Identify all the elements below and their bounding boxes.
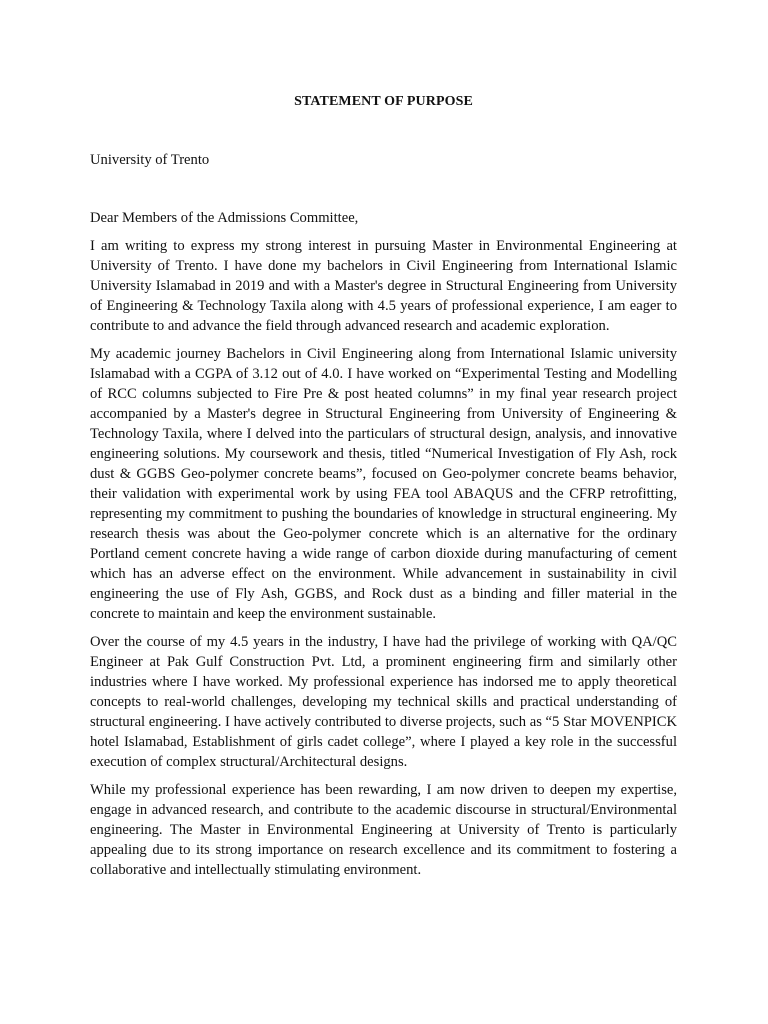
recipient-line: University of Trento [90, 152, 210, 168]
document-page [90, 92, 677, 880]
document-title: STATEMENT OF PURPOSE [294, 94, 473, 109]
paragraph-intro: I am writing to express my strong interest in pursuing Master in Environmental Engineering at University of Trento. I have done my bachelors in Civil Engineering from International Islamic University Islamabad in 2019 and with a Master's degree in Structural Engineering from University of Engineering & Technology Taxila along with 4.5 years of professional experience, I am eager to contribute to and advance the field through advanced research and academic exploration. [90, 238, 677, 334]
paragraph-academic-journey: My academic journey Bachelors in Civil Engineering along from International Islamic university Islamabad with a CGPA of 3.12 out of 4.0. I have worked on “Experimental Testing and Modelling of RCC columns subjected to Fire Pre & post heated columns” in my final year research project accompanied by a Master's degree in Structural Engineering from University of Engineering & Technology Taxila, where I delved into the particulars of structural design, analysis, and innovative engineering solutions. My coursework and thesis, titled “Numerical Investigation of Fly Ash, rock dust & GGBS Geo-polymer concrete beams”, focused on Geo-polymer concrete beams behavior, their validation with experimental work by using FEA tool ABAQUS and the CFRP retrofitting, representing my commitment to pushing the boundaries of knowledge in structural engineering. My research thesis was about the Geo-polymer concrete which is an alternative for the ordinary Portland cement concrete having a wide range of carbon dioxide during manufacturing of cement which has an adverse effect on the environment. While advancement in sustainability in civil engineering the use of Fly Ash, GGBS, and Rock dust as a binding and filler material in the concrete to maintain and keep the environment sustainable. [90, 346, 677, 622]
salutation-line: Dear Members of the Admissions Committee, [90, 210, 359, 226]
paragraph-professional-experience: Over the course of my 4.5 years in the industry, I have had the privilege of working with QA/QC Engineer at Pak Gulf Construction Pvt. Ltd, a prominent engineering firm and similarly other industries where I have worked. My professional experience has indorsed me to apply theoretical concepts to real-world challenges, developing my technical skills and practical understanding of structural engineering. I have actively contributed to diverse projects, such as “5 Star MOVENPICK hotel Islamabad, Establishment of girls cadet college”, where I played a key role in the successful execution of complex structural/Architectural designs. [90, 634, 677, 770]
paragraph-motivation: While my professional experience has been rewarding, I am now driven to deepen my expertise, engage in advanced research, and contribute to the academic discourse in structural/Environmental engineering. The Master in Environmental Engineering at University of Trento is particularly appealing due to its strong importance on research excellence and its commitment to fostering a collaborative and intellectually stimulating environment. [90, 782, 677, 878]
